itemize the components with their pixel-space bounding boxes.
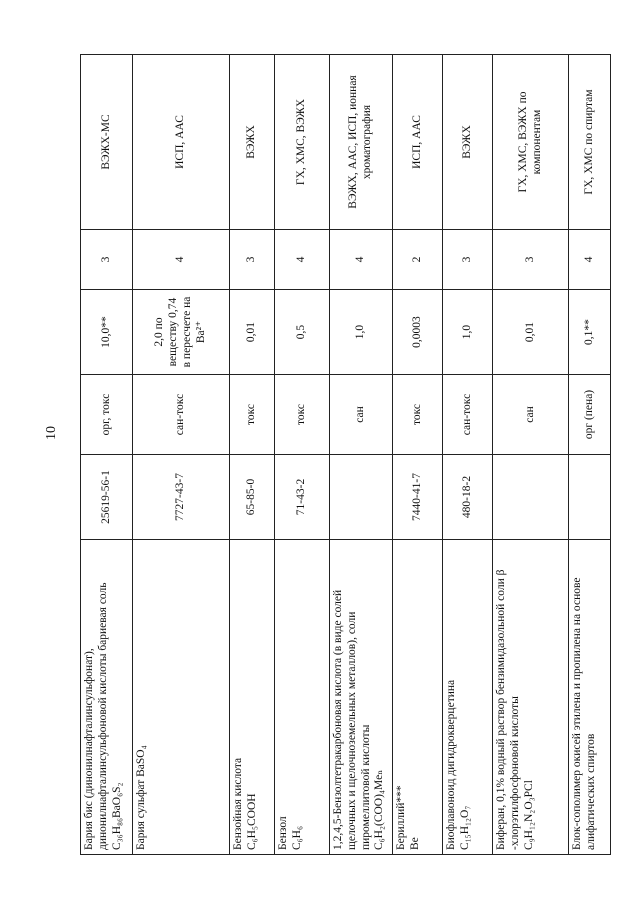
method-cell: ВЭЖХ-МС — [81, 55, 133, 230]
substance-name-cell: Блок-сополимер окисей этилена и пропилена на основе алифатических спиртов — [569, 540, 611, 855]
value-cell: 1,0 — [330, 290, 393, 375]
value-cell: 0,1** — [569, 290, 611, 375]
value-cell: 1,0 — [443, 290, 493, 375]
method-cell: ГХ, ХМС, ВЭЖХ по компонентам — [493, 55, 569, 230]
value-cell: 10,0** — [81, 290, 133, 375]
hazard-cell: сан-токс — [133, 375, 230, 455]
substance-name-cell: 1,2,4,5-Бензолтетракарбоновая кислота (в виде солей щелочных и щелочноземельных металлов), соли пиромеллитовой кислоты C₆H₂(COO)₄Meₙ — [330, 540, 393, 855]
hazard-cell: орг, токс — [81, 375, 133, 455]
table-row — [569, 55, 611, 855]
value-cell: 0,01 — [230, 290, 275, 375]
hazard-cell: сан — [493, 375, 569, 455]
substance-name-cell: Бифеpан, 0,1% водный раствор бензимидазольной соли β -хлорэтилфосфоновой кислоты C₉H₁₂N₂O₃PCl — [493, 540, 569, 855]
table-row — [81, 55, 133, 855]
method-cell: ГХ, ХМС, ВЭЖХ — [275, 55, 330, 230]
hazard-cell: токс — [230, 375, 275, 455]
cas-cell: 71-43-2 — [275, 455, 330, 540]
value-cell: 0,01 — [493, 290, 569, 375]
method-cell: ИСП, ААС — [133, 55, 230, 230]
method-cell: ВЭЖХ, ААС, ИСП, ионная хроматография — [330, 55, 393, 230]
table-row — [230, 55, 275, 855]
value-cell: 2,0 по веществу 0,74 в пересчете на Ba²⁺ — [133, 290, 230, 375]
substance-name-cell: Бария сульфат BaSO₄ — [133, 540, 230, 855]
table-row — [493, 55, 569, 855]
substance-name-cell: Бензол C₆H₆ — [275, 540, 330, 855]
cas-cell: 65-85-0 — [230, 455, 275, 540]
substance-name-cell: Биофлавоноид дигидрокверцетина C₁₅H₁₂O₇ — [443, 540, 493, 855]
cas-cell — [569, 455, 611, 540]
cas-cell: 25619-56-1 — [81, 455, 133, 540]
table-row — [330, 55, 393, 855]
hazard-cell: токс — [275, 375, 330, 455]
method-cell: ИСП, ААС — [393, 55, 443, 230]
page-number: 10 — [44, 426, 59, 440]
cas-cell: 7727-43-7 — [133, 455, 230, 540]
substance-name-cell: Бензойная кислота C₆H₅COOH — [230, 540, 275, 855]
class-cell: 4 — [275, 230, 330, 290]
substances-table — [80, 54, 611, 855]
hazard-cell: токс — [393, 375, 443, 455]
class-cell: 3 — [230, 230, 275, 290]
value-cell: 0,5 — [275, 290, 330, 375]
method-cell: ГХ, ХМС по спиртам — [569, 55, 611, 230]
table-row — [275, 55, 330, 855]
class-cell: 3 — [443, 230, 493, 290]
method-cell: ВЭЖХ — [443, 55, 493, 230]
table-row — [393, 55, 443, 855]
rotated-table-container — [80, 55, 610, 855]
hazard-cell: сан — [330, 375, 393, 455]
class-cell: 2 — [393, 230, 443, 290]
class-cell: 3 — [81, 230, 133, 290]
cas-cell — [330, 455, 393, 540]
substance-name-cell: Бериллий*** Be — [393, 540, 443, 855]
substance-name-cell: Бария бис (динонилнафталинсульфонат), динонилнафталинсульфоновой кислоты бариевая соль C₃₆H₈₆BaO₆S₂ — [81, 540, 133, 855]
cas-cell: 480-18-2 — [443, 455, 493, 540]
cas-cell — [493, 455, 569, 540]
table-row — [133, 55, 230, 855]
table-row — [443, 55, 493, 855]
value-cell: 0,0003 — [393, 290, 443, 375]
hazard-cell: орг (пена) — [569, 375, 611, 455]
method-cell: ВЭЖХ — [230, 55, 275, 230]
cas-cell: 7440-41-7 — [393, 455, 443, 540]
class-cell: 4 — [330, 230, 393, 290]
class-cell: 3 — [493, 230, 569, 290]
class-cell: 4 — [569, 230, 611, 290]
class-cell: 4 — [133, 230, 230, 290]
hazard-cell: сан-токс — [443, 375, 493, 455]
